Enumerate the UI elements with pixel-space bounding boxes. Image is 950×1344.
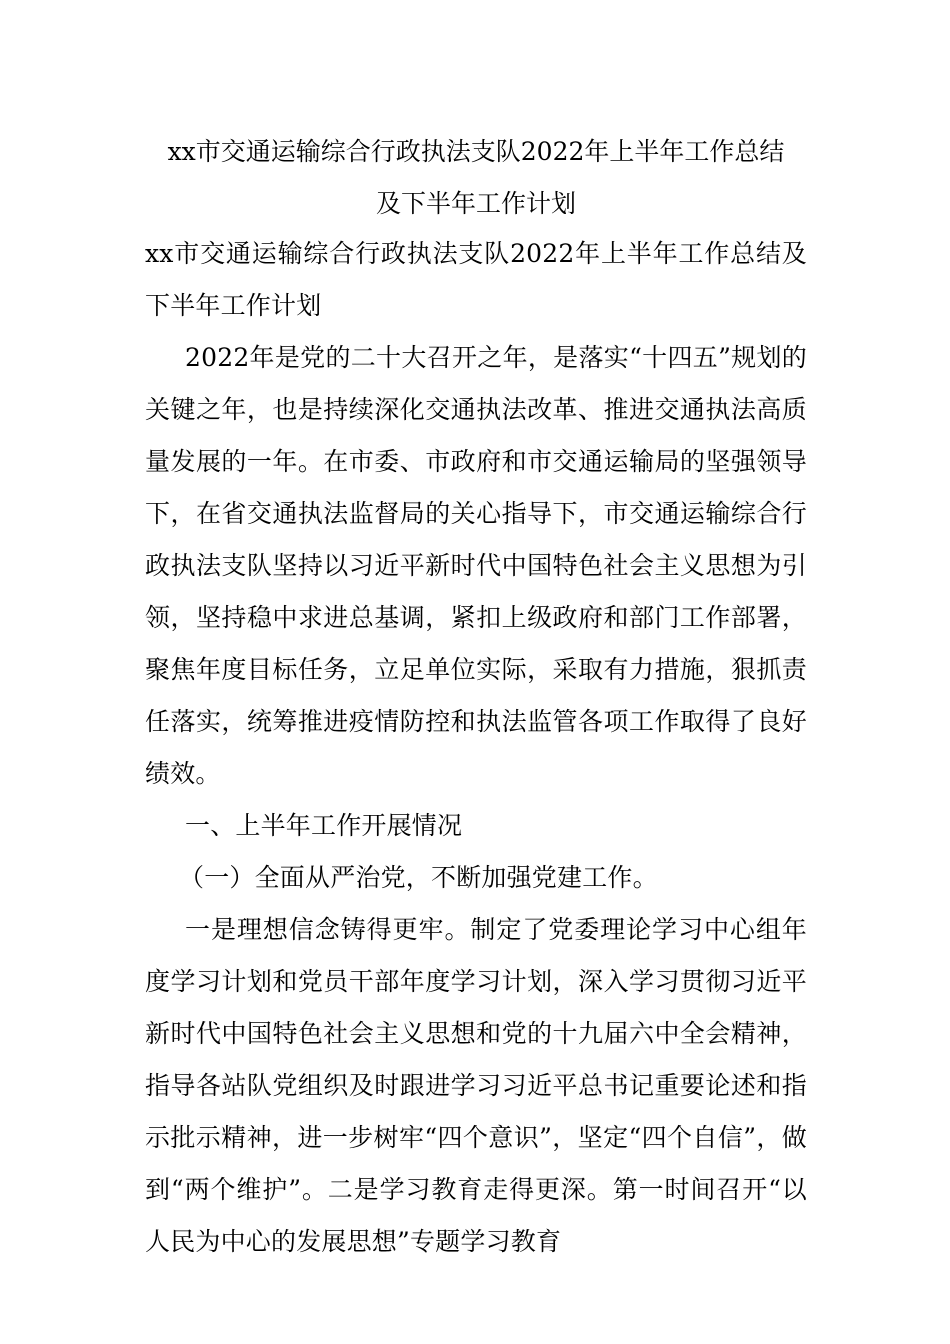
- document-title: [145, 126, 807, 230]
- document-body: [145, 228, 807, 1268]
- subsection-heading: （一）全面从严治党，不断加强党建工作。: [179, 863, 658, 892]
- intro-paragraph: 2022年是党的二十大召开之年，是落实“十四五”规划的关键之年，也是持续深化交通执法改革、推进交通执法高质量发展的一年。在市委、市政府和市交通运输局的坚强领导下，在省交通执法监督局的关心指导下，市交通运输综合行政执法支队坚持以习近平新时代中国特色社会主义思想为引领，坚持稳中求进总基调，紧扣上级政府和部门工作部署，聚焦年度目标任务，立足单位实际，采取有力措施，狠抓责任落实，统筹推进疫情防控和执法监管各项工作取得了良好绩效。: [145, 343, 807, 788]
- section-heading: 一、上半年工作开展情况: [185, 811, 463, 840]
- title-line-1: xx市交通运输综合行政执法支队2022年上半年工作总结: [167, 137, 785, 166]
- body-paragraph: 一是理想信念铸得更牢。制定了党委理论学习中心组年度学习计划和党员干部年度学习计划，深入学习贯彻习近平新时代中国特色社会主义思想和党的十九届六中全会精神，指导各站队党组织及时跟进学习习近平总书记重要论述和指示批示精神，进一步树牢“四个意识”，坚定“四个自信”，做到“两个维护”。二是学习教育走得更深。第一时间召开“以人民为中心的发展思想”专题学习教育: [145, 915, 807, 1256]
- repeated-heading: xx市交通运输综合行政执法支队2022年上半年工作总结及下半年工作计划: [145, 239, 807, 320]
- title-line-2: 及下半年工作计划: [375, 189, 576, 218]
